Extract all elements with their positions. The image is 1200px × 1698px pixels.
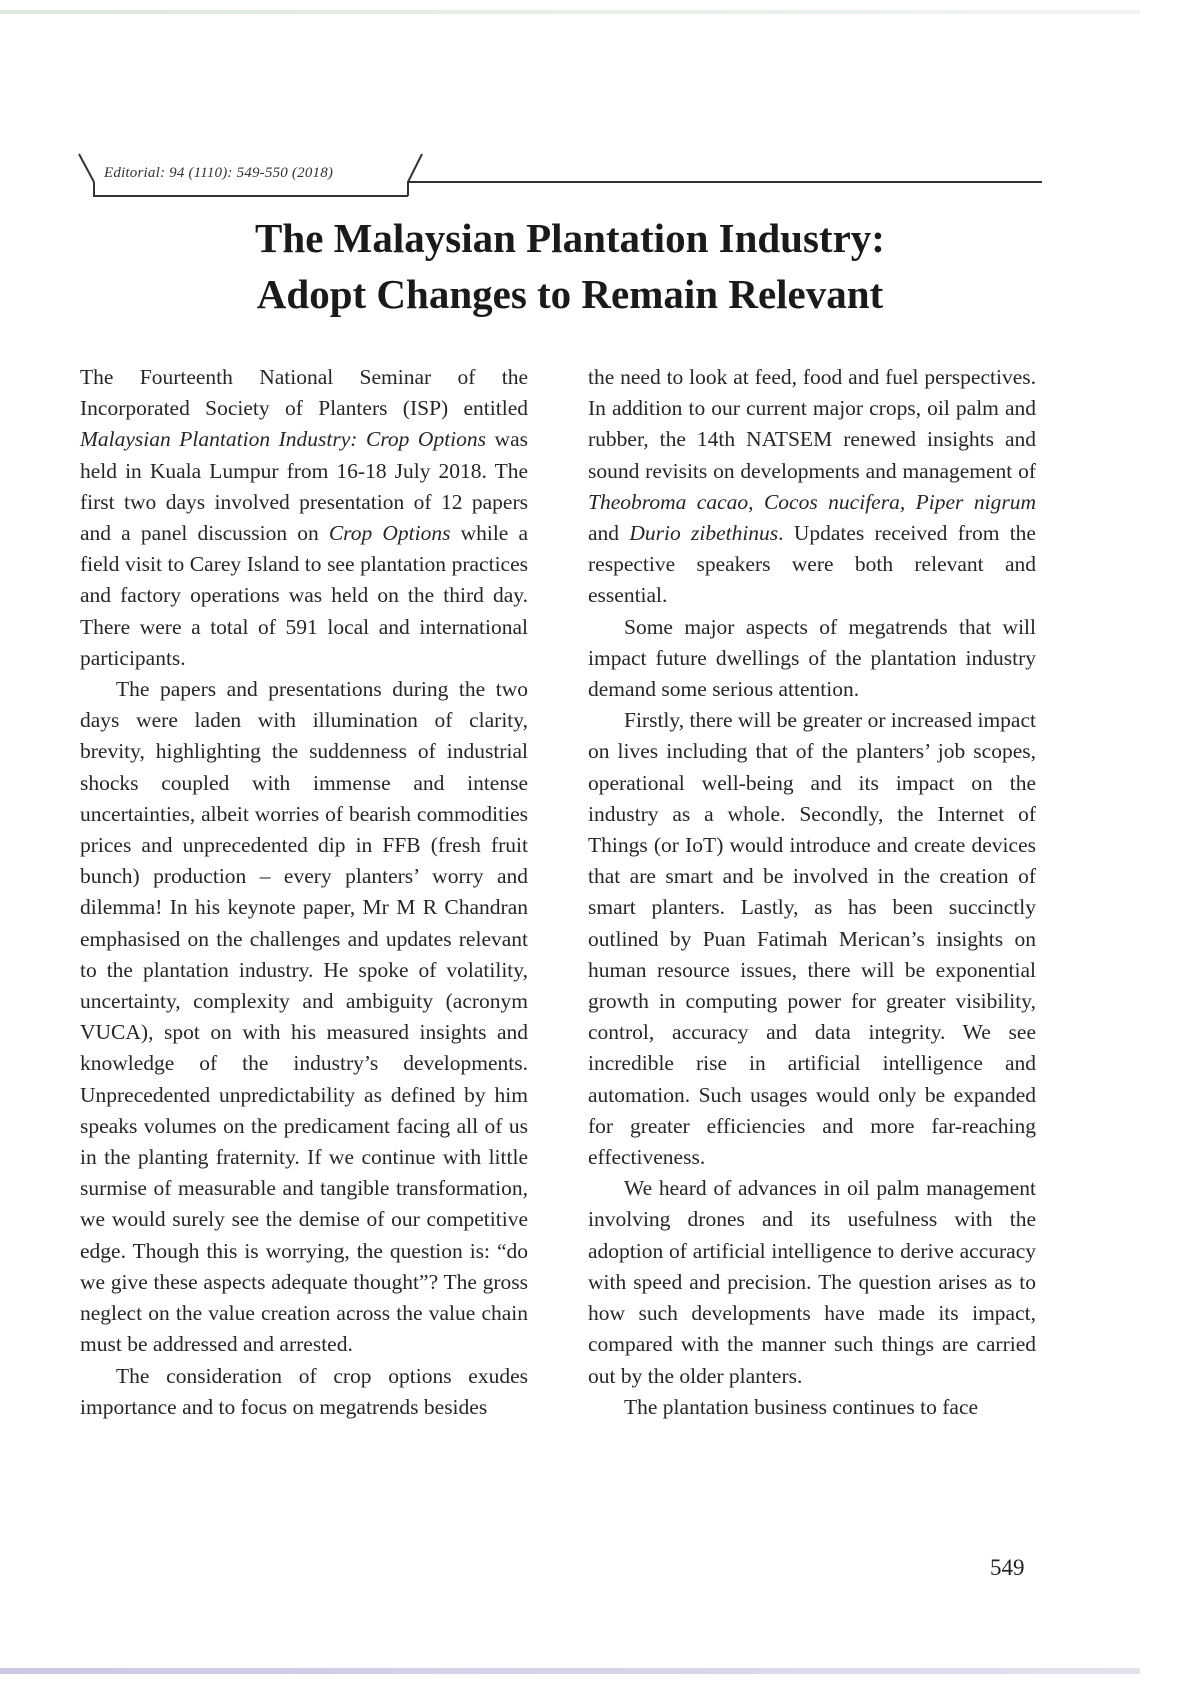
citation-header (78, 153, 1042, 199)
italic-text-run: Crop Options (328, 521, 451, 546)
left-paragraph-1 (80, 362, 528, 674)
text-run: the need to look at feed, food and fuel perspectives. In addition to our current major crops, oil palm and rubber, the 14th NATSEM renewed insights and sound revisits on developments and management of (588, 365, 1036, 483)
title-line-1: The Malaysian Plantation Industry: (255, 215, 885, 261)
left-paragraph-2: The papers and presentations during the two days were laden with illumination of clarity, brevity, highlighting the suddenness of industrial shocks coupled with immense and intense uncertainties, albeit worries of bearish commodities prices and unprecedented dip in FFB (fresh fruit bunch) production – every planters’ worry and dilemma! In his keynote paper, Mr M R Chandran emphasised on the challenges and updates relevant to the plantation industry. He spoke of volatility, uncertainty, complexity and ambiguity (acronym VUCA), spot on with his measured insights and knowledge of the industry’s developments. Unprecedented unpredictability as defined by him speaks volumes on the predicament facing all of us in the planting fraternity. If we continue with little surmise of measurable and tangible transformation, we would surely see the demise of our competitive edge. Though this is worrying, the question is: “do we give these aspects adequate thought”? The gross neglect on the value creation across the value chain must be addressed and arrested. (80, 677, 528, 1357)
page-number: 549 (990, 1555, 1025, 1580)
right-column (588, 362, 1036, 1423)
scan-artifact-top (0, 10, 1140, 14)
italic-text-run: Malaysian Plantation Industry: Crop Options (80, 427, 487, 452)
text-run: . Updates received from the respective speakers were both relevant and essential. (588, 521, 1036, 608)
left-column (80, 362, 528, 1423)
citation-text: Editorial: 94 (1110): 549-550 (2018) (104, 165, 334, 181)
title-line-2: Adopt Changes to Remain Relevant (256, 271, 884, 317)
left-paragraph-3: The consideration of crop options exudes importance and to focus on megatrends besides (80, 1363, 528, 1419)
right-paragraph-2: Some major aspects of megatrends that will impact future dwellings of the plantation industry demand some serious attention. (588, 614, 1036, 702)
article-title (100, 210, 1040, 322)
italic-text-run: Theobroma cacao, Cocos nucifera, Piper nigrum (588, 489, 1036, 514)
scan-artifact-bottom (0, 1668, 1140, 1674)
right-paragraph-3: Firstly, there will be greater or increased impact on lives including that of the planters’ job scopes, operational well-being and its impact on the industry as a whole. Secondly, the Internet of Things (or IoT) would introduce and create devices that are smart and be involved in the creation of smart planters. Lastly, as has been succinctly outlined by Puan Fatimah Merican’s insights on human resource issues, there will be exponential growth in computing power for greater visibility, control, accuracy and data integrity. We see incredible rise in artificial intelligence and automation. Such usages would only be expanded for greater efficiencies and more far-reaching effectiveness. (588, 708, 1036, 1170)
italic-text-run: Durio zibethinus (629, 521, 779, 546)
text-run: while a field visit to Carey Island to see plantation practices and factory operations was held on the third day. There were a total of 591 local and international participants. (80, 521, 528, 670)
text-run: was held in Kuala Lumpur from 16-18 July 2018. The first two days involved presentation of 12 papers and a panel discussion on (80, 427, 528, 546)
right-paragraph-1 (588, 362, 1036, 612)
right-paragraph-4: We heard of advances in oil palm management involving drones and its usefulness with the adoption of artificial intelligence to derive accuracy with speed and precision. The question arises as to how such developments have made its impact, compared with the manner such things are carried out by the older planters. (588, 1176, 1036, 1388)
right-paragraph-5: The plantation business continues to face (624, 1394, 979, 1419)
text-run: The Fourteenth National Seminar of the Incorporated Society of Planters (ISP) entitled (80, 365, 528, 421)
text-run: and (588, 521, 630, 546)
